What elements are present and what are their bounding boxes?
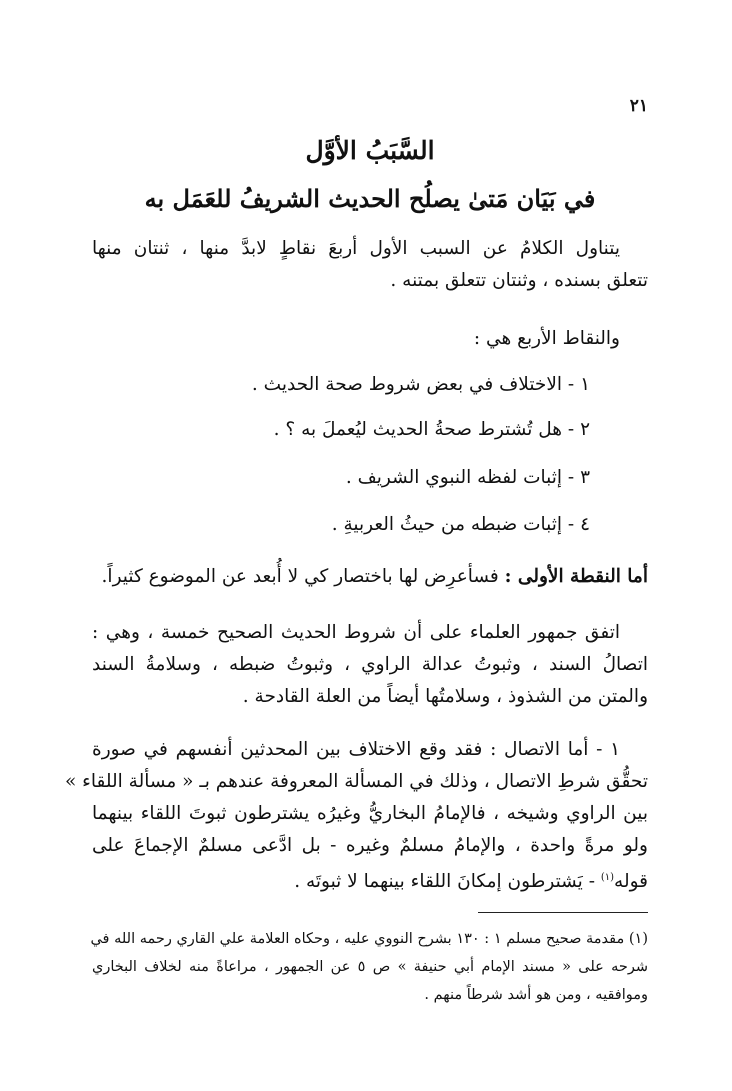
points-heading: والنقاط الأربع هي : bbox=[473, 328, 620, 349]
footnote-divider bbox=[478, 912, 648, 913]
list-item-1: ١ - الاختلاف في بعض شروط صحة الحديث . bbox=[251, 374, 590, 395]
footnote-line-1: (١) مقدمة صحيح مسلم ١ : ١٣٠ بشرح النووي عليه ، وحكاه العلامة علي القاري رحمه الله في bbox=[90, 931, 648, 947]
ittisal-line-5-start: قوله bbox=[614, 871, 648, 893]
page-number: ٢١ bbox=[629, 96, 648, 116]
ittisal-line-4: ولو مرةً واحدة ، والإمامُ مسلمٌ وغيره - بل ادَّعى مسلمٌ الإجماعَ على bbox=[92, 835, 648, 856]
ittisal-line-5 bbox=[92, 863, 648, 897]
list-item-4: ٤ - إثبات ضبطه من حيثُ العربيةِ . bbox=[331, 514, 590, 535]
book-page bbox=[64, 88, 648, 1068]
conditions-line-2: اتصالُ السند ، وثبوتُ عدالة الراوي ، وثبوتُ ضبطه ، وسلامةُ السند bbox=[92, 654, 648, 675]
footnote-line-3: وموافقيه ، ومن هو أشد شرطاً منهم . bbox=[424, 987, 648, 1003]
ittisal-line-2: تحقُّق شرطِ الاتصال ، وذلك في المسألة المعروفة عندهم بـ « مسألة اللقاء » bbox=[64, 771, 648, 792]
list-item-3: ٣ - إثبات لفظه النبوي الشريف . bbox=[345, 467, 590, 488]
intro-line-1: يتناول الكلامُ عن السبب الأول أربعَ نقاطٍ لابدَّ منها ، ثنتان منها bbox=[92, 238, 620, 259]
point-one-line bbox=[92, 562, 648, 592]
chapter-subtitle: في بَيَان مَتىٰ يصلُح الحديث الشريفُ للعَمَل به bbox=[144, 184, 596, 213]
chapter-title: السَّبَبُ الأوَّل bbox=[305, 136, 435, 165]
ittisal-line-5-end: - يَشترطون إمكانَ اللقاء بينهما لا ثبوتَه . bbox=[294, 871, 601, 893]
footnote-line-2: شرحه على « مسند الإمام أبي حنيفة » ص ٥ عن الجمهور ، مراعاةً منه لخلاف البخاري bbox=[92, 959, 648, 975]
point-one-text: فسأعرِض لها باختصار كي لا أُبعد عن الموضوع كثيراً. bbox=[101, 566, 505, 587]
conditions-line-1: اتفق جمهور العلماء على أن شروط الحديث الصحيح خمسة ، وهي : bbox=[92, 622, 620, 643]
ittisal-line-1: ١ - أما الاتصال : فقد وقع الاختلاف بين المحدثين أنفسهم في صورة bbox=[92, 739, 620, 760]
point-one-lead: أما النقطة الأولى : bbox=[504, 566, 648, 587]
conditions-line-3: والمتن من الشذوذ ، وسلامتُها أيضاً من العلة القادحة . bbox=[242, 686, 648, 707]
list-item-2: ٢ - هل تُشترط صحةُ الحديث ليُعملَ به ؟ . bbox=[273, 419, 590, 440]
footnote-reference: (١) bbox=[600, 872, 615, 883]
intro-line-2: تتعلق بسنده ، وثنتان تتعلق بمتنه . bbox=[390, 270, 648, 291]
ittisal-line-3: بين الراوي وشيخه ، فالإمامُ البخاريُّ وغيرُه يشترطون ثبوتَ اللقاء بينهما bbox=[92, 803, 648, 824]
